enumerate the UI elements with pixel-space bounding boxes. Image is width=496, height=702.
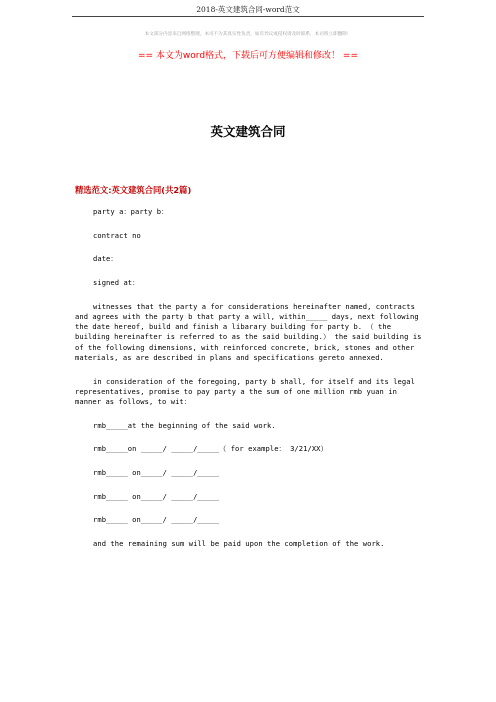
paragraph-payment-2: rmb_____on _____/ _____/_____（ for example： 3/21/XX） — [93, 444, 328, 454]
paragraph-remaining-sum: and the remaining sum will be paid upon the completion of the work. — [93, 539, 385, 549]
document-title: 英文建筑合同 — [210, 124, 286, 139]
paragraph-consideration: in consideration of the foregoing, party b shall, for itself and its legal representatives, promise to pay party a the sum of one million rmb yuan in manner as follows, to wit： — [75, 376, 415, 406]
paragraph-date: date： — [93, 254, 118, 264]
paragraph-payment-4: rmb_____ on_____/ _____/_____ — [93, 491, 220, 501]
paragraph-payment-5: rmb_____ on_____/ _____/_____ — [93, 515, 220, 525]
header-divider — [72, 16, 424, 17]
disclaimer-text: 本文部分内容来自网络整理，本司不为其真实性负责，如有异议或侵权请及时联系，本司将立即删除！ — [144, 32, 352, 37]
word-format-note: == 本文为word格式，下载后可方便编辑和修改！ == — [137, 51, 358, 61]
paragraph-payment-1: rmb_____at the beginning of the said work. — [93, 420, 276, 430]
paragraph-contract-no: contract no — [93, 230, 141, 240]
paragraph-parties: party a：party b： — [93, 207, 169, 216]
paragraph-signed-at: signed at： — [93, 278, 140, 288]
document-body — [75, 207, 424, 563]
header-title: 2018-英文建筑合同-word范文 — [196, 5, 300, 14]
document-subtitle: 精选范文:英文建筑合同(共2篇) — [75, 185, 192, 195]
paragraph-payment-3: rmb_____ on_____/ _____/_____ — [93, 468, 220, 478]
paragraph-witnesses: witnesses that the party a for considerations hereinafter named, contracts and agrees with the party b that party a will, within_____ days, next following the date hereof, build and finish a libarary building for party b. （ the building hereinafter is referred to as the said building.） the said building is of the following dimensions, with reinforced concrete, brick, stones and other materials, as are described in plans and specifications gereto annexed. — [75, 301, 422, 362]
